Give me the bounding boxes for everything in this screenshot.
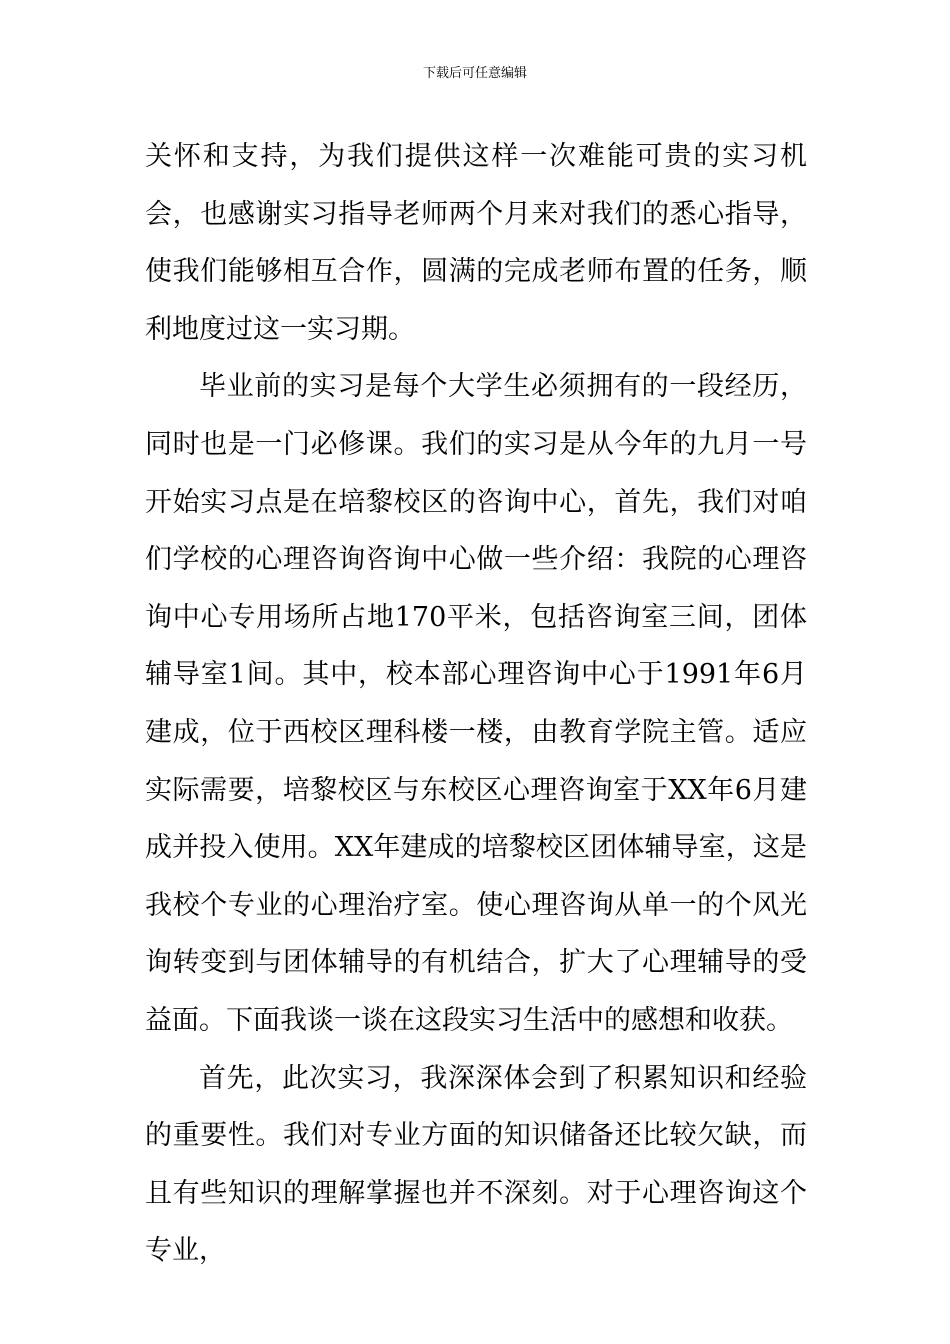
page-header-note: 下载后可任意编辑 [422, 66, 527, 81]
paragraph-internship-intro: 毕业前的实习是每个大学生必须拥有的一段经历，同时也是一门必修课。我们的实习是从今年的九月一号开始实习点是在培黎校区的咨询中心，首先，我们对咱们学校的心理咨询咨询中心做一些介绍：我院的心理咨询中心专用场所占地170平米，包括咨询室三间，团体辅导室1间。其中，校本部心理咨询中心于1991年6月建成，位于西校区理科楼一楼，由教育学院主管。适应实际需要，培黎校区与东校区心理咨询室于XX年6月建成并投入使用。XX年建成的培黎校区团体辅导室，这是我校个专业的心理治疗室。使心理咨询从单一的个风光询转变到与团体辅导的有机结合，扩大了心理辅导的受益面。下面我谈一谈在这段实习生活中的感想和收获。 [145, 371, 807, 1036]
paragraph-knowledge-importance: 首先，此次实习，我深深体会到了积累知识和经验的重要性。我们对专业方面的知识储备还比较欠缺，而且有些知识的理解掌握也并不深刻。对于心理咨询这个专业， [145, 1062, 807, 1267]
document-body [145, 128, 807, 1280]
paragraph-continuation: 关怀和支持，为我们提供这样一次难能可贵的实习机会，也感谢实习指导老师两个月来对我们的悉心指导，使我们能够相互合作，圆满的完成老师布置的任务，顺利地度过这一实习期。 [145, 141, 807, 345]
